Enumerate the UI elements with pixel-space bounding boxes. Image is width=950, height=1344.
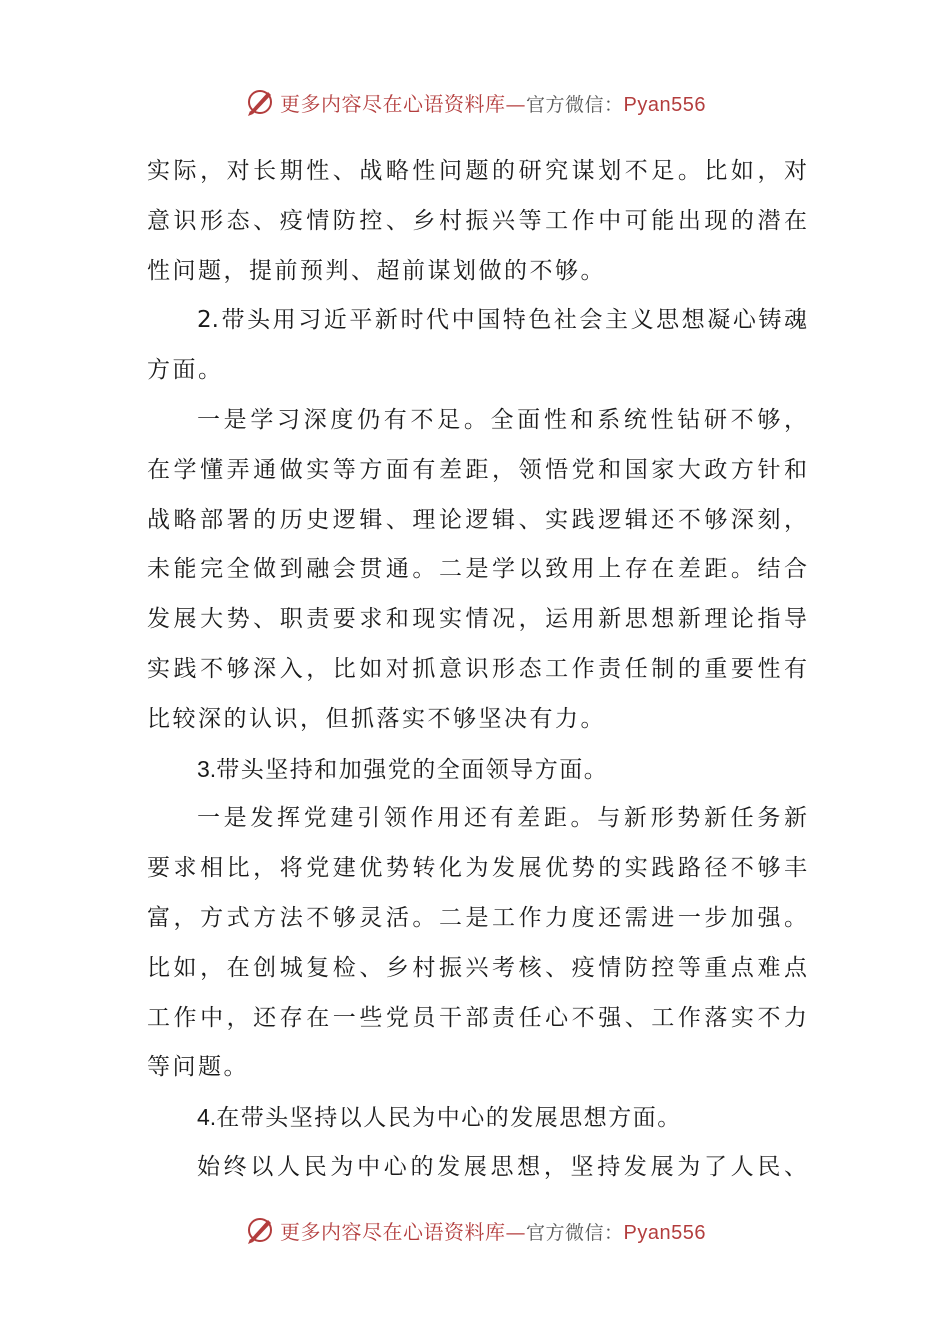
heading-number: 2.: [197, 307, 219, 334]
text-line: 性问题，提前预判、超前谋划做的不够。: [147, 257, 606, 284]
text-line: 等问题。: [147, 1054, 249, 1081]
heading-number: 3.: [197, 755, 217, 782]
watermark-dash: —: [505, 91, 526, 116]
text-line: 在学懂弄通做实等方面有差距，领悟党和国家大政方针和: [147, 456, 807, 483]
quill-logo-icon: [244, 86, 276, 118]
watermark-label: 官方微信：: [526, 1221, 624, 1244]
heading-text: 在带头坚持以人民为中心的发展思想方面。: [216, 1105, 682, 1132]
watermark-text: [280, 88, 706, 117]
text-line: 未能完全做到融会贯通。二是学以致用上存在差距。结合: [147, 556, 807, 583]
watermark-account: Pyan556: [623, 1221, 706, 1244]
quill-logo-icon: [244, 1214, 276, 1246]
text-line: 比如，在创城复检、乡村振兴考核、疫情防控等重点难点: [147, 954, 807, 981]
text-line: 比较深的认识，但抓落实不够坚决有力。: [147, 705, 606, 732]
text-line: 意识形态、疫情防控、乡村振兴等工作中可能出现的潜在: [147, 207, 807, 234]
text-line: 始终以人民为中心的发展思想，坚持发展为了人民、: [197, 1153, 807, 1180]
watermark-banner-bottom: [0, 1212, 950, 1248]
text-line: 方面。: [147, 357, 224, 384]
text-line: 发展大势、职责要求和现实情况，运用新思想新理论指导: [147, 606, 807, 633]
text-line: 要求相比，将党建优势转化为发展优势的实践路径不够丰: [147, 855, 807, 882]
text-line: 战略部署的历史逻辑、理论逻辑、实践逻辑还不够深刻，: [147, 506, 807, 533]
watermark-banner-top: [0, 84, 950, 120]
heading-text: 带头用习近平新时代中国特色社会主义思想凝心铸魂: [218, 307, 807, 334]
document-body: [147, 147, 807, 1193]
watermark-account: Pyan556: [623, 93, 706, 116]
watermark-main: 更多内容尽在心语资料库: [280, 91, 506, 116]
watermark-text: [280, 1216, 706, 1245]
heading-number: 4.: [197, 1104, 217, 1131]
section-heading-3: [147, 745, 807, 795]
watermark-dash: —: [505, 1219, 526, 1244]
text-line: 富，方式方法不够灵活。二是工作力度还需进一步加强。: [147, 904, 807, 931]
text-line: 实际，对长期性、战略性问题的研究谋划不足。比如，对: [147, 158, 807, 184]
text-line: 工作中，还存在一些党员干部责任心不强、工作落实不力: [147, 1004, 807, 1031]
text-line: 实践不够深入，比如对抓意识形态工作责任制的重要性有: [147, 655, 807, 682]
watermark-label: 官方微信：: [526, 93, 624, 116]
heading-text: 带头坚持和加强党的全面领导方面。: [216, 756, 609, 783]
text-line: 一是学习深度仍有不足。全面性和系统性钻研不够，: [197, 406, 807, 433]
text-line: 一是发挥党建引领作用还有差距。与新形势新任务新: [197, 805, 807, 832]
section-heading-4: [147, 1093, 807, 1143]
watermark-main: 更多内容尽在心语资料库: [280, 1219, 506, 1244]
section-heading-2: [147, 296, 807, 346]
